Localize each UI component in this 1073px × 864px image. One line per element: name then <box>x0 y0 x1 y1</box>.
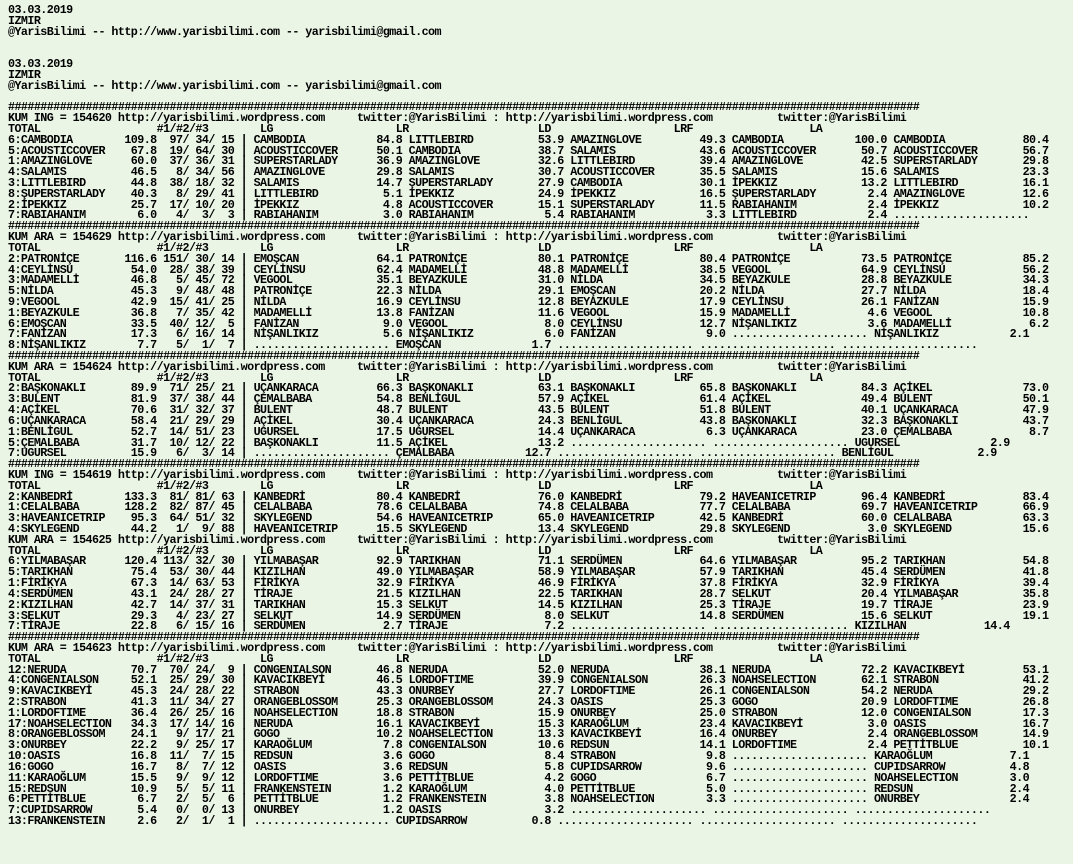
horse-row: 5:NİLDA 45.3 9/ 48/ 48 | PATRONİÇE 22.3 NİLDA 29.1 EMOŞCAN 20.2 NİLDA 27.7 NİLDA 18.4 <box>8 284 1049 299</box>
horse-row: 3:ONURBEY 22.2 9/ 25/ 17 | KARAOĞLUM 7.8 CONGENIALSON 10.6 REDSUN 14.1 LORDOFTIME 2.4 PETTİTBLUE 10.1 <box>8 738 1049 753</box>
horse-row: 4:SKYLEGEND 44.2 1/ 9/ 88 | HAVEANICETRIP 15.5 SKYLEGEND 13.4 SKYLEGEND 29.8 SKYLEGEND 3.0 SKYLEGEND 15.6 <box>8 522 1049 536</box>
horse-row: 4:SERDÜMEN 43.1 24/ 28/ 27 | TİRAJE 21.5 KIZILHAN 22.5 TARIKHAN 28.7 SELKUT 20.4 YILMABAŞAR 35.8 <box>8 586 1049 601</box>
report-date: 03.03.2019 <box>8 3 73 17</box>
horse-row: 8:ORANGEBLOSSOM 24.1 9/ 17/ 21 | GOGO 10.2 NOAHSELECTION 13.3 KAVACIKBEYİ 16.4 ONURBEY 2.4 ORANGEBLOSSOM 14.9 <box>8 727 1049 742</box>
column-header: TOTAL #1/#2/#3 LG LR LD LRF LA <box>8 478 823 493</box>
horse-row: 11:KARAOĞLUM 15.5 9/ 9/ 12 | LORDOFTIME 3.6 PETTİTBLUE 4.2 GOGO 6.7 ..................... NOAHSELECTION 3.0 <box>8 770 1030 785</box>
race-header: KUM ARA = 154629 http://yarisbilimi.wordpress.com twitter:@YarisBilimi : http://yarisbilimi.wordpress.com twitter:@YarisBilimi <box>8 230 907 245</box>
horse-row: 1:AMAZINGLOVE 60.0 37/ 36/ 31 | SUPERSTARLADY 36.9 AMAZINGLOVE 32.6 LITTLEBIRD 39.4 AMAZINGLOVE 42.5 SUPERSTARLADY 29.8 <box>8 154 1049 169</box>
horse-row: 1:CELALBABA 128.2 82/ 87/ 45 | CELALBABA 78.6 CELALBABA 74.8 CELALBABA 77.7 CELALBABA 69.7 HAVEANICETRIP 66.9 <box>8 500 1049 515</box>
horse-row: 16:GOGO 16.7 8/ 7/ 12 | OASIS 3.6 REDSUN 5.8 CUPIDSARROW 9.6 ..................... CUPIDSARROW 4.8 <box>8 759 1030 774</box>
horse-row: 9:VEGOOL 42.9 15/ 41/ 25 | NİLDA 16.9 CEYLİNSU 12.8 BEYAZKULE 17.9 CEYLİNSU 26.1 FANİZAN 15.9 <box>8 294 1049 309</box>
column-header: TOTAL #1/#2/#3 LG LR LD LRF LA <box>8 543 823 558</box>
horse-row: 2:KIZILHAN 42.7 14/ 37/ 31 | TARIKHAN 15.3 SELKUT 14.5 KIZILHAN 25.3 TİRAJE 19.7 TİRAJE 23.9 <box>8 597 1049 612</box>
horse-row: 1:FİRİKYA 67.3 14/ 63/ 53 | FİRİKYA 32.9 FİRİKYA 46.9 FİRİKYA 37.8 FİRİKYA 32.9 FİRİKYA 39.4 <box>8 576 1049 591</box>
horse-row: 5:ÇEMALBABA 31.7 10/ 12/ 22 | BAŞKONAKLI 11.5 AÇİKEL 13.2 ..................... ..................... UGURSEL 2.9 <box>8 435 1010 450</box>
column-header: TOTAL #1/#2/#3 LG LR LD LRF LA <box>8 121 823 136</box>
column-header: TOTAL #1/#2/#3 LG LR LD LRF LA <box>8 651 823 666</box>
horse-row: 7:UGURSEL 15.9 6/ 3/ 14 | ..................... ÇEMALBABA 12.7 ..................... ..................... BENLİGUL 2.9 <box>8 446 997 461</box>
horse-row: 5:ACOUSTICCOVER 67.8 19/ 64/ 30 | ACOUSTICCOVER 50.1 CAMBODIA 38.7 SALAMIS 43.6 ACOUSTICCOVER 50.7 ACOUSTICCOVER 56.7 <box>8 143 1049 158</box>
horse-row: 4:AÇİKEL 70.6 31/ 32/ 37 | BULENT 48.7 BULENT 43.5 BULENT 51.8 BULENT 40.1 UÇANKARACA 47.9 <box>8 403 1049 418</box>
report-date: 03.03.2019 <box>8 57 73 72</box>
horse-row: 2:KANBEDRİ 133.3 81/ 81/ 63 | KANBEDRİ 80.4 KANBEDRİ 76.0 KANBEDRİ 79.2 HAVEANICETRIP 96.4 KANBEDRİ 83.4 <box>8 489 1049 504</box>
race-header: KUM ARA = 154625 http://yarisbilimi.wordpress.com twitter:@YarisBilimi : http://yarisbilimi.wordpress.com twitter:@YarisBilimi <box>8 532 907 547</box>
race-header: KUM ARA = 154624 http://yarisbilimi.wordpress.com twitter:@YarisBilimi : http://yarisbilimi.wordpress.com twitter:@YarisBilimi <box>8 359 907 374</box>
horse-row: 6:CAMBODIA 109.8 97/ 34/ 15 | CAMBODIA 84.8 LITTLEBIRD 53.9 AMAZINGLOVE 49.3 CAMBODIA 100.0 CAMBODIA 80.4 <box>8 132 1049 147</box>
contact-line: @YarisBilimi -- http://www.yarisbilimi.com -- yarisbilimi@gmail.com <box>8 78 441 93</box>
horse-row: 3:HAVEANICETRIP 95.3 64/ 51/ 32 | SKYLEGEND 54.6 HAVEANICETRIP 65.0 HAVEANICETRIP 42.5 KANBEDRİ 60.0 CELALBABA 63.3 <box>8 511 1049 526</box>
section-divider: ############################################################################################################################################# <box>8 457 920 472</box>
horse-row: 1:BENLİGUL 52.7 14/ 51/ 23 | UGURSEL 17.5 UGURSEL 14.4 UÇANKARACA 6.3 UÇANKARACA 23.0 ÇEMALBABA 8.7 <box>8 424 1049 439</box>
horse-row: 2:İPEKKIZ 25.7 17/ 10/ 20 | İPEKKIZ 4.8 ACOUSTICCOVER 15.1 SUPERSTARLADY 11.5 RABIAHANIM 2.4 İPEKKIZ 10.2 <box>8 197 1049 212</box>
horse-row: 17:NOAHSELECTION 34.3 17/ 14/ 16 | NERUDA 16.1 KAVACIKBEYİ 15.3 KARAOĞLUM 23.4 KAVACIKBEYİ 3.0 OASIS 16.7 <box>8 716 1049 731</box>
section-divider: ############################################################################################################################################# <box>8 219 920 234</box>
horse-row: 2:STRABON 41.3 11/ 34/ 27 | ORANGEBLOSSOM 25.3 ORANGEBLOSSOM 24.3 OASIS 25.3 GOGO 20.9 LORDOFTIME 26.8 <box>8 695 1049 709</box>
horse-row: 3:MADAMELLİ 46.8 5/ 45/ 72 | VEGOOL 35.1 BEYAZKULE 31.0 NİLDA 34.5 BEYAZKULE 28.8 BEYAZKULE 34.3 <box>8 273 1049 288</box>
horse-row: 2:PATRONİÇE 116.6 151/ 30/ 14 | EMOŞCAN 64.1 PATRONİÇE 80.1 PATRONİÇE 80.4 PATRONİÇE 73.5 PATRONİÇE 85.2 <box>8 251 1049 266</box>
horse-row: 1:BEYAZKULE 36.8 7/ 35/ 42 | MADAMELLİ 13.8 FANİZAN 11.6 VEGOOL 15.9 MADAMELLİ 4.6 VEGOOL 10.8 <box>8 305 1049 320</box>
section-divider: ############################################################################################################################################# <box>8 100 920 115</box>
race-prediction-report <box>8 5 1048 827</box>
horse-row: 6:UÇANKARACA 58.4 21/ 29/ 29 | AÇİKEL 30.4 UÇANKARACA 24.3 BENLİGUL 43.8 BAŞKONAKLI 32.3 BAŞKONAKLI 43.7 <box>8 413 1049 428</box>
race-header: KUM ING = 154620 http://yarisbilimi.wordpress.com twitter:@YarisBilimi : http://yarisbilimi.wordpress.com twitter:@YarisBilimi <box>8 111 907 126</box>
horse-row: 7:TİRAJE 22.8 6/ 15/ 16 | SERDÜMEN 2.7 TİRAJE 7.2 ..................... ..................... KIZILHAN 14.4 <box>8 619 1010 634</box>
column-header: TOTAL #1/#2/#3 LG LR LD LRF LA <box>8 370 823 385</box>
horse-row: 1:LORDOFTIME 36.4 26/ 25/ 16 | NOAHSELECTION 18.8 STRABON 15.9 ONURBEY 25.0 STRABON 12.0 CONGENIALSON 17.3 <box>8 705 1049 720</box>
horse-row: 3:LITTLEBIRD 44.8 38/ 18/ 32 | SALAMIS 14.7 ŞUPERSTARLADY 27.9 CAMBODIA 30.1 İPEKKIZ 13.2 LITTLEBIRD 16.1 <box>8 176 1049 190</box>
horse-row: 3:BULENT 81.9 37/ 38/ 44 | ÇEMALBABA 54.8 BENLİGUL 57.9 AÇİKEL 61.4 AÇİKEL 49.4 BULENT 50.1 <box>8 392 1049 407</box>
section-divider: ############################################################################################################################################# <box>8 630 920 645</box>
contact-line: @YarisBilimi -- http://www.yarisbilimi.com -- yarisbilimi@gmail.com <box>8 24 441 39</box>
horse-row: 5:TARIKHAN 75.4 53/ 30/ 44 | KIZILHAN 49.0 YILMABAŞAR 58.9 YILMABAŞAR 57.9 TARIKHAN 45.4 SERDÜMEN 41.8 <box>8 565 1049 580</box>
horse-row: 6:YILMABAŞAR 120.4 113/ 32/ 30 | YILMABAŞAR 92.9 TARIKHAN 71.1 SERDÜMEN 64.6 YILMABAŞAR 95.2 TARIKHAN 54.8 <box>8 554 1049 569</box>
horse-row: 6:EMOŞCAN 33.5 40/ 12/ 5 | FANİZAN 9.0 VEGOOL 8.0 CEYLİNSU 12.7 NİŞANLIKIZ 3.6 MADAMELLİ 6.2 <box>8 316 1049 331</box>
horse-row: 7:FANİZAN 17.3 6/ 16/ 14 | NİŞANLIKIZ 5.6 NİŞANLIKIZ 6.0 FANİZAN 9.0 ..................... NİŞANLIKIZ 2.1 <box>8 327 1030 342</box>
race-header: KUM ARA = 154623 http://yarisbilimi.wordpress.com twitter:@YarisBilimi : http://yarisbilimi.wordpress.com twitter:@YarisBilimi <box>8 640 907 655</box>
horse-row: 3:SELKUT 29.3 4/ 23/ 27 | SELKUT 14.9 SERDÜMEN 8.0 SELKUT 14.8 SERDÜMEN 15.6 SELKUT 19.1 <box>8 608 1049 623</box>
column-header: TOTAL #1/#2/#3 LG LR LD LRF LA <box>8 240 823 255</box>
horse-row: 15:REDSUN 10.9 5/ 5/ 11 | FRANKENSTEIN 1.2 KARAOĞLUM 4.0 PETTİTBLUE 5.0 ..................... REDSUN 2.4 <box>8 781 1030 796</box>
horse-row: 4:CEYLİNSU 54.0 28/ 38/ 39 | CEYLİNSU 62.4 MADAMELLİ 48.8 MADAMELLİ 38.5 VEGOOL 64.9 CEYLİNSU 56.2 <box>8 262 1049 277</box>
horse-row: 9:KAVACIKBEYİ 45.3 24/ 28/ 22 | STRABON 43.3 ONURBEY 27.7 LORDOFTIME 26.1 CONGENIALSON 54.2 NERUDA 29.2 <box>8 684 1049 699</box>
horse-row: 6:PETTİTBLUE 6.7 2/ 5/ 6 | PETTİTBLUE 1.2 FRANKENSTEIN 3.8 NOAHSELECTION 3.3 ..................... ONURBEY 2.4 <box>8 792 1030 807</box>
report-line: IZMIR <box>8 67 41 82</box>
horse-row: 13:FRANKENSTEIN 2.6 2/ 1/ 1 | ..................... CUPIDSARROW 0.8 ..................... ..................... ..................... <box>8 813 978 828</box>
horse-row: 7:RABIAHANIM 6.0 4/ 3/ 3 | RABIAHANIM 3.0 RABIAHANIM 5.4 RABIAHANIM 3.3 LITTLEBIRD 2.4 ..................... <box>8 208 1030 223</box>
horse-row: 4:CONGENIALSON 52.1 25/ 29/ 30 | KAVACIKBEYİ 46.5 LORDOFTIME 39.9 CONGENIALSON 26.3 NOAHSELECTION 62.1 STRABON 41.2 <box>8 673 1049 688</box>
report-line <box>8 37 1048 48</box>
horse-row: 10:OASIS 16.8 11/ 7/ 15 | REDSUN 3.6 GOGO 8.4 STRABON 9.8 ..................... KARAOĞLUM 7.1 <box>8 749 1030 764</box>
section-divider: ############################################################################################################################################# <box>8 349 920 363</box>
report-line: IZMIR <box>8 13 41 28</box>
horse-row: 4:SALAMIS 46.5 8/ 34/ 56 | AMAZINGLOVE 29.8 SALAMIS 30.7 ACOUSTICCOVER 35.5 SALAMIS 15.6 SALAMIS 23.3 <box>8 165 1049 180</box>
horse-row: 7:CUPIDSARROW 5.4 0/ 0/ 13 | ONURBEY 1.2 OASIS 3.2 ..................... ..................... ..................... <box>8 803 991 818</box>
horse-row: 12:NERUDA 70.7 70/ 24/ 9 | CONGENIALSON 46.8 NERUDA 52.0 NERUDA 38.1 NERUDA 72.2 KAVACIKBEYİ 53.1 <box>8 662 1049 677</box>
horse-row: 8:ŞUPERSTARLADY 40.3 8/ 29/ 41 | LITTLEBIRD 5.1 İPEKKIZ 24.9 İPEKKIZ 16.5 ŞUPERSTARLADY 2.4 AMAZINGLOVE 12.6 <box>8 186 1049 201</box>
report-line <box>8 48 1048 59</box>
horse-row: 8:NİŞANLIKIZ 7.7 5/ 1/ 7 | ..................... EMOŞCAN 1.7 ..................... ..................... ..................... <box>8 338 978 353</box>
race-header: KUM ING = 154619 http://yarisbilimi.wordpress.com twitter:@YarisBilimi : http://yarisbilimi.wordpress.com twitter:@YarisBilimi <box>8 467 907 482</box>
horse-row: 2:BAŞKONAKLI 89.9 71/ 25/ 21 | UÇANKARACA 66.3 BAŞKONAKLI 63.1 BAŞKONAKLI 65.8 BAŞKONAKLI 84.3 AÇİKEL 73.0 <box>8 381 1049 396</box>
